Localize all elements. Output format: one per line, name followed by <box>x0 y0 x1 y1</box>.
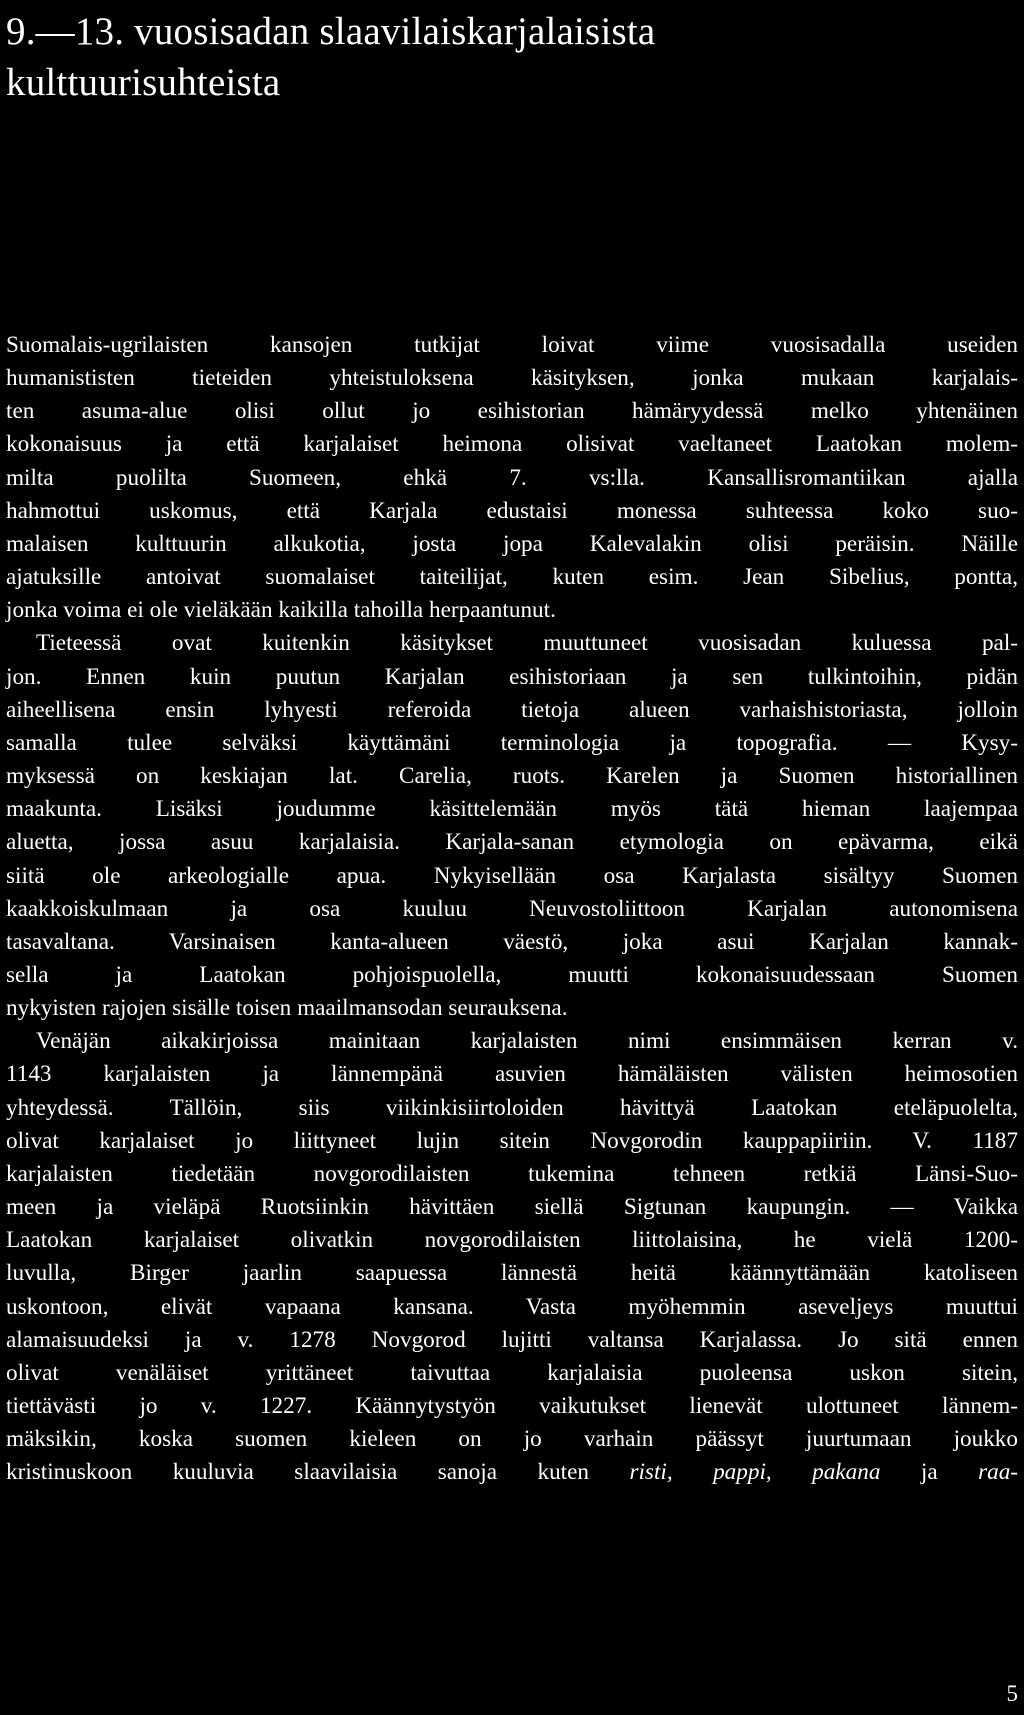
italic-text-segment: raa- <box>978 1459 1019 1486</box>
text-line: samalla tulee selväksi käyttämäni terminologia ja topografia. — Kysy- <box>6 729 1018 756</box>
text-line: kokonaisuus ja että karjalaiset heimona olisivat vaeltaneet Laatokan molem- <box>6 431 1018 458</box>
text-line: aluetta, jossa asuu karjalaisia. Karjala-sanan etymologia on epävarma, eikä <box>6 829 1018 856</box>
text-line: olivat karjalaiset jo liittyneet lujin sitein Novgorodin kauppapiiriin. V. 1187 <box>6 1127 1018 1154</box>
text-line: maakunta. Lisäksi joudumme käsittelemään myös tätä hieman laajempaa <box>6 796 1018 823</box>
text-line: meen ja vieläpä Ruotsiinkin hävittäen siellä Sigtunan kaupungin. — Vaikka <box>6 1194 1018 1221</box>
italic-text-segment: risti, pappi, pakana <box>629 1459 881 1486</box>
text-line: siitä ole arkeologialle apua. Nykyisellään osa Karjalasta sisältyy Suomen <box>6 862 1018 889</box>
text-line: Tieteessä ovat kuitenkin käsitykset muuttuneet vuosisadan kuluessa pal- <box>36 630 1018 657</box>
text-line: nykyisten rajojen sisälle toisen maailmansodan seurauksena. <box>6 995 568 1022</box>
text-line: tiettävästi jo v. 1227. Käännytystyön vaikutukset lienevät ulottuneet lännem- <box>6 1393 1018 1419</box>
text-line: humanististen tieteiden yhteistuloksena käsityksen, jonka mukaan karjalais- <box>6 365 1018 392</box>
text-line: olivat venäläiset yrittäneet taivuttaa karjalaisia puoleensa uskon sitein, <box>6 1359 1018 1386</box>
chapter-title-line: 9.—13. vuosisadan slaavilaiskarjalaisista <box>6 10 656 53</box>
chapter-title-line: kulttuurisuhteista <box>6 61 281 104</box>
text-line: 1143 karjalaisten ja lännempänä asuvien hämäläisten välisten heimosotien <box>6 1061 1018 1088</box>
text-line: milta puolilta Suomeen, ehkä 7. vs:lla. Kansallisromantiikan ajalla <box>6 464 1018 491</box>
text-line: kaakkoiskulmaan ja osa kuuluu Neuvostoliittoon Karjalan autonomisena <box>6 895 1018 922</box>
text-line: Suomalais-ugrilaisten kansojen tutkijat loivat viime vuosisadalla useiden <box>6 332 1018 358</box>
text-line: ajatuksille antoivat suomalaiset taiteilijat, kuten esim. Jean Sibelius, pontta, <box>6 564 1018 591</box>
text-line <box>6 1456 1018 1489</box>
text-line: myksessä on keskiajan lat. Carelia, ruots. Karelen ja Suomen historiallinen <box>6 763 1018 790</box>
text-line: ten asuma-alue olisi ollut jo esihistorian hämäryydessä melko yhtenäinen <box>6 398 1018 425</box>
text-line: sella ja Laatokan pohjoispuolella, muutti kokonaisuudessaan Suomen <box>6 961 1018 988</box>
chapter-title <box>6 6 655 108</box>
text-line: jon. Ennen kuin puutun Karjalan esihistoriaan ja sen tulkintoihin, pidän <box>6 663 1018 690</box>
text-line: jonka voima ei ole vieläkään kaikilla tahoilla herpaantunut. <box>6 597 556 624</box>
text-line: Venäjän aikakirjoissa mainitaan karjalaisten nimi ensimmäisen kerran v. <box>36 1028 1018 1055</box>
text-line: karjalaisten tiedetään novgorodilaisten tukemina tehneen retkiä Länsi-Suo- <box>6 1160 1018 1187</box>
text-segment: kristinuskoon kuuluvia slaavilaisia sanoja kuten <box>6 1459 630 1486</box>
paragraph <box>6 1025 1018 1489</box>
text-segment: ja <box>880 1459 979 1486</box>
text-line: tasavaltana. Varsinaisen kanta-alueen väestö, joka asui Karjalan kannak- <box>6 928 1018 955</box>
paragraph <box>6 627 1018 1025</box>
text-line: alamaisuudeksi ja v. 1278 Novgorod lujitti valtansa Karjalassa. Jo sitä ennen <box>6 1326 1018 1353</box>
text-line: mäksikin, koska suomen kieleen on jo varhain päässyt juurtumaan joukko <box>6 1426 1018 1453</box>
text-line: luvulla, Birger jaarlin saapuessa lännestä heitä käännyttämään katoliseen <box>6 1260 1018 1287</box>
body-text <box>6 329 1018 1489</box>
text-line: aiheellisena ensin lyhyesti referoida tietoja alueen varhaishistoriasta, jolloin <box>6 696 1018 723</box>
text-line: hahmottui uskomus, että Karjala edustaisi monessa suhteessa koko suo- <box>6 497 1018 524</box>
text-line: Laatokan karjalaiset olivatkin novgorodilaisten liittolaisina, he vielä 1200- <box>6 1227 1018 1254</box>
paragraph <box>6 329 1018 627</box>
text-line: malaisen kulttuurin alkukotia, josta jopa Kalevalakin olisi peräisin. Näille <box>6 530 1018 557</box>
text-line: uskontoon, elivät vapaana kansana. Vasta myöhemmin aseveljeys muuttui <box>6 1293 1018 1320</box>
text-line: yhteydessä. Tällöin, siis viikinkisiirtoloiden hävittyä Laatokan eteläpuolelta, <box>6 1094 1018 1121</box>
page-number: 5 <box>1006 1681 1018 1706</box>
